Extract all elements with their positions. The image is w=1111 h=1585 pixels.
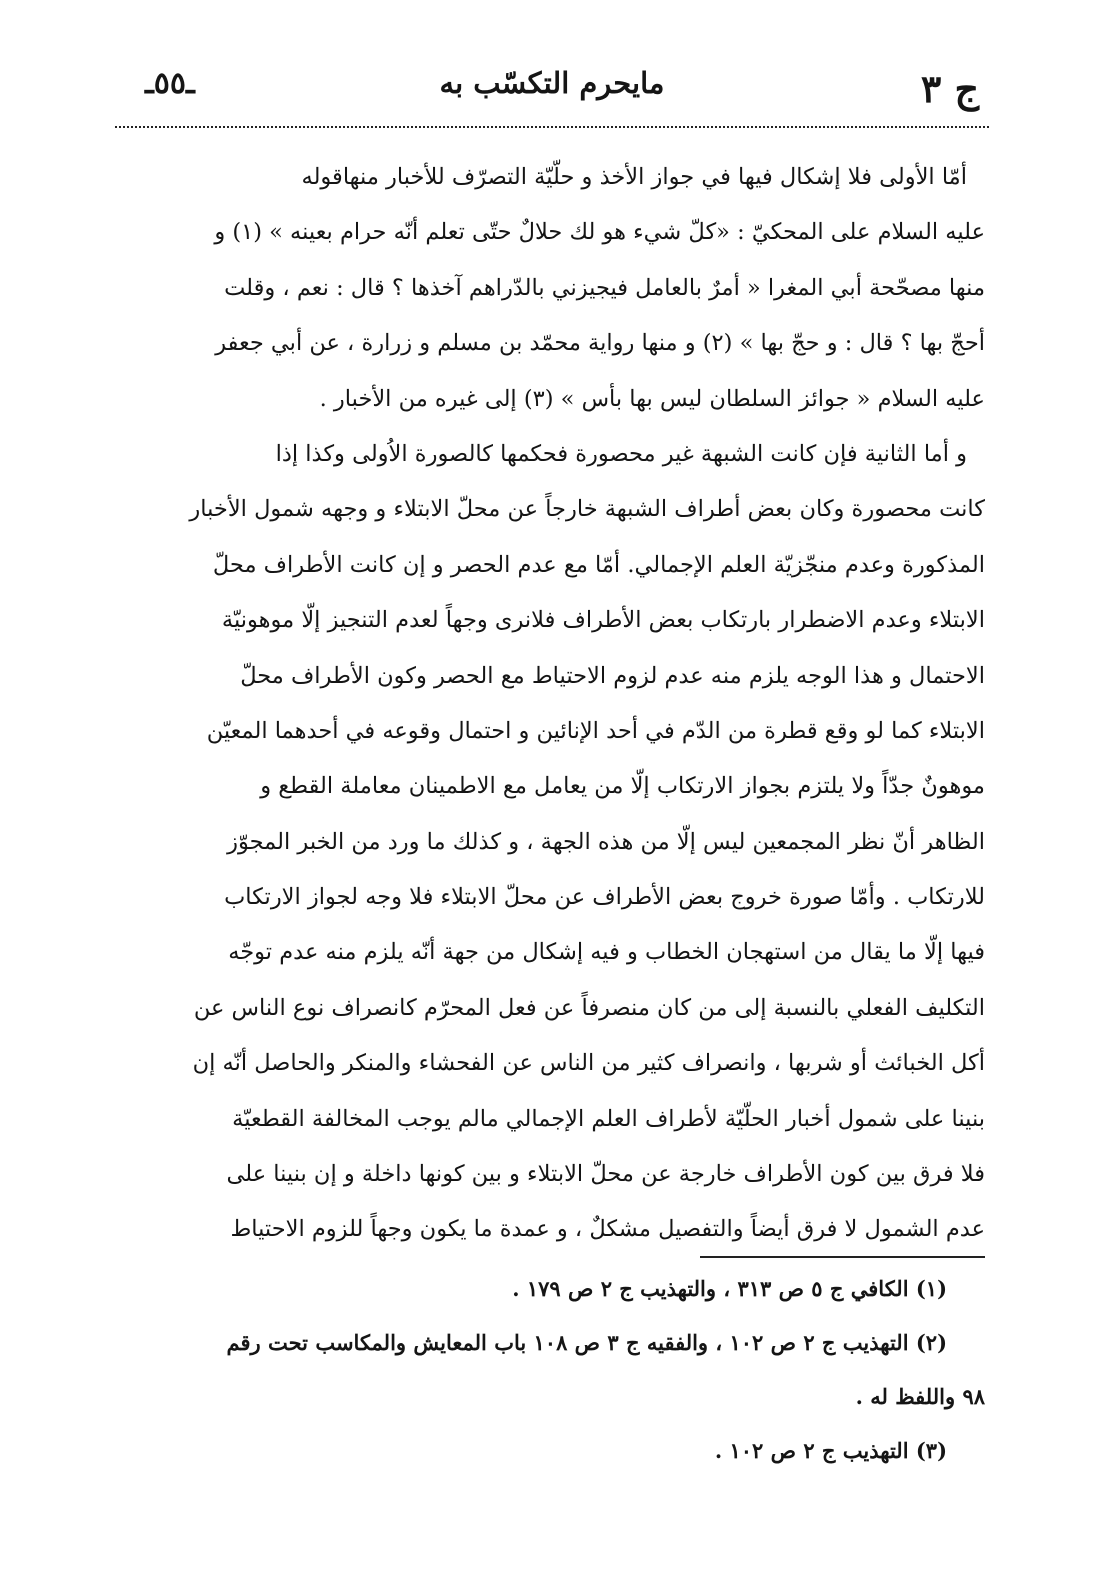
text-line: أكل الخبائث أو شربها ، وانصراف كثير من الناس عن الفحشاء والمنكر والحاصل أنّه إن	[192, 1050, 985, 1077]
text-line: و أما الثانية فإن كانت الشبهة غير محصورة فحكمها كالصورة الاُولى وكذا إذا	[275, 440, 967, 467]
text-line: فيها إلّا ما يقال من استهجان الخطاب و فيه إشكال من جهة أنّه يلزم منه عدم توجّه	[228, 939, 985, 966]
page-header	[115, 60, 989, 122]
chapter-label: ج ٣	[920, 66, 979, 111]
text-line: عليه السلام على المحكيّ : «كلّ شيء هو لك حلالٌ حتّى تعلم أنّه حرام بعينه » (١) و	[214, 219, 985, 246]
text-line: كانت محصورة وكان بعض أطراف الشبهة خارجاً عن محلّ الابتلاء و وجهه شمول الأخبار	[189, 496, 985, 523]
footnote: (٣) التهذيب ج ٢ ص ١٠٢ .	[714, 1438, 947, 1463]
text-line: الابتلاء كما لو وقع قطرة من الدّم في أحد الإنائين و احتمال وقوعه في أحدهما المعيّن	[206, 717, 985, 744]
footnote: (١) الكافي ج ٥ ص ٣١٣ ، والتهذيب ج ٢ ص ١٧٩ .	[512, 1276, 947, 1301]
footnotes	[120, 1262, 985, 1478]
footnote-continuation: ٩٨ واللفظ له .	[855, 1384, 985, 1409]
running-title: مايحرم التكسّب به	[439, 66, 665, 100]
text-line: الاحتمال و هذا الوجه يلزم منه عدم لزوم الاحتياط مع الحصر وكون الأطراف محلّ	[240, 662, 985, 689]
text-line: أمّا الأولى فلا إشكال فيها في جواز الأخذ و حلّيّة التصرّف للأخبار منهاقوله	[301, 164, 967, 190]
text-line: أحجّ بها ؟ قال : و حجّ بها » (٢) و منها رواية محمّد بن مسلم و زرارة ، عن أبي جعفر	[215, 330, 985, 357]
text-line: الظاهر أنّ نظر المجمعين ليس إلّا من هذه الجهة ، و كذلك ما ورد من الخبر المجوّز	[227, 828, 985, 855]
text-line: عليه السلام « جوائز السلطان ليس بها بأس » (٣) إلى غيره من الأخبار .	[319, 385, 985, 412]
text-line: موهونٌ جدّاً ولا يلتزم بجواز الارتكاب إلّا من يعامل مع الاطمينان معاملة القطع و	[260, 773, 985, 800]
text-line: منها مصحّحة أبي المغرا « أمرٌ بالعامل فيجيزني بالدّراهم آخذها ؟ قال : نعم ، وقلت	[224, 274, 985, 301]
footnote-divider	[700, 1256, 985, 1258]
text-line: فلا فرق بين كون الأطراف خارجة عن محلّ الابتلاء و بين كونها داخلة و إن بنينا على	[226, 1161, 985, 1188]
text-line: التكليف الفعلي بالنسبة إلى من كان منصرفاً عن فعل المحرّم كانصراف نوع الناس عن	[193, 994, 985, 1021]
page-number: ـ٥٥ـ	[145, 66, 195, 101]
text-line: للارتكاب . وأمّا صورة خروج بعض الأطراف عن محلّ الابتلاء فلا وجه لجواز الارتكاب	[224, 884, 985, 911]
header-divider	[115, 126, 989, 128]
text-line: المذكورة وعدم منجّزيّة العلم الإجمالي. أمّا مع عدم الحصر و إن كانت الأطراف محلّ	[212, 551, 985, 578]
text-line: بنينا على شمول أخبار الحلّيّة لأطراف العلم الإجمالي مالم يوجب المخالفة القطعيّة	[232, 1105, 985, 1132]
text-line: الابتلاء وعدم الاضطرار بارتكاب بعض الأطراف فلانرى وجهاً لعدم التنجيز إلّا موهونيّة	[221, 607, 985, 634]
footnote: (٢) التهذيب ج ٢ ص ١٠٢ ، والفقيه ج ٣ ص ١٠٨ باب المعايش والمكاسب تحت رقم	[226, 1330, 947, 1355]
main-text	[120, 150, 985, 1258]
text-line: عدم الشمول لا فرق أيضاً والتفصيل مشكلٌ ، و عمدة ما يكون وجهاً للزوم الاحتياط	[230, 1216, 985, 1243]
